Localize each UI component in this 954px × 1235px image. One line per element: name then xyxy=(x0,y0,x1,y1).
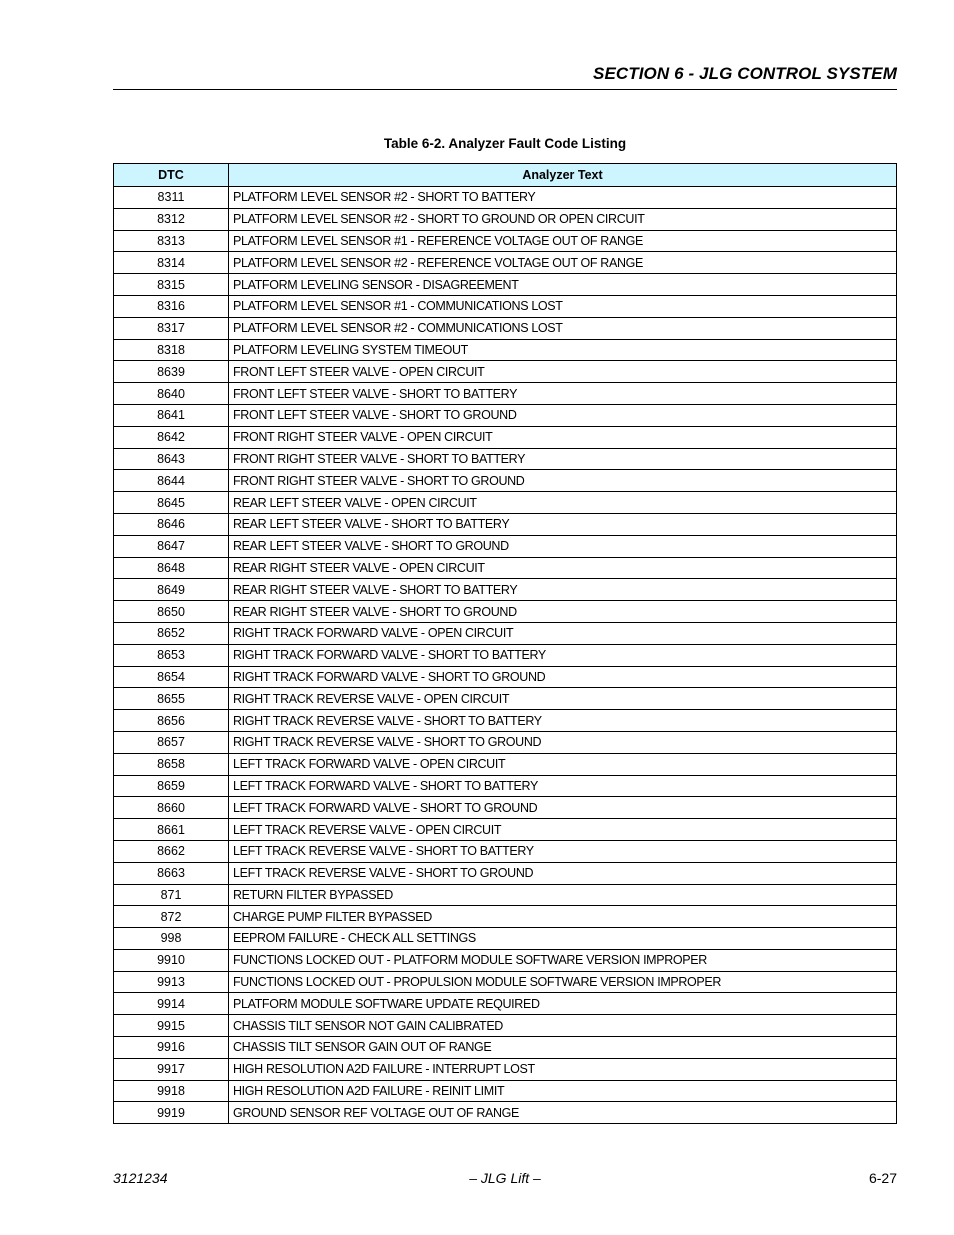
header-rule xyxy=(113,89,897,90)
table-row xyxy=(114,295,897,317)
dtc-cell: 8653 xyxy=(114,644,229,666)
dtc-cell: 8661 xyxy=(114,819,229,841)
analyzer-text-cell: LEFT TRACK FORWARD VALVE - SHORT TO BATTERY xyxy=(229,775,897,797)
dtc-cell: 8655 xyxy=(114,688,229,710)
dtc-cell: 8312 xyxy=(114,208,229,230)
table-body xyxy=(114,187,897,1124)
dtc-cell: 9915 xyxy=(114,1015,229,1037)
dtc-cell: 8659 xyxy=(114,775,229,797)
dtc-cell: 8654 xyxy=(114,666,229,688)
analyzer-text-cell: HIGH RESOLUTION A2D FAILURE - REINIT LIMIT xyxy=(229,1080,897,1102)
table-row xyxy=(114,208,897,230)
table-row xyxy=(114,971,897,993)
column-header-analyzer-text: Analyzer Text xyxy=(229,164,897,187)
analyzer-text-cell: RIGHT TRACK REVERSE VALVE - SHORT TO GROUND xyxy=(229,731,897,753)
table-caption: Table 6-2. Analyzer Fault Code Listing xyxy=(383,136,627,151)
analyzer-text-cell: PLATFORM LEVEL SENSOR #2 - SHORT TO GROUND OR OPEN CIRCUIT xyxy=(229,208,897,230)
table-row xyxy=(114,949,897,971)
dtc-cell: 8648 xyxy=(114,557,229,579)
table-row xyxy=(114,731,897,753)
analyzer-text-cell: FUNCTIONS LOCKED OUT - PROPULSION MODULE SOFTWARE VERSION IMPROPER xyxy=(229,971,897,993)
analyzer-text-cell: PLATFORM LEVEL SENSOR #1 - REFERENCE VOLTAGE OUT OF RANGE xyxy=(229,230,897,252)
analyzer-text-cell: LEFT TRACK FORWARD VALVE - OPEN CIRCUIT xyxy=(229,753,897,775)
table-row xyxy=(114,274,897,296)
dtc-cell: 8641 xyxy=(114,404,229,426)
analyzer-text-cell: PLATFORM LEVEL SENSOR #2 - COMMUNICATIONS LOST xyxy=(229,317,897,339)
table-row xyxy=(114,622,897,644)
column-header-dtc: DTC xyxy=(114,164,229,187)
dtc-cell: 8652 xyxy=(114,622,229,644)
table-row xyxy=(114,317,897,339)
analyzer-text-cell: LEFT TRACK FORWARD VALVE - SHORT TO GROUND xyxy=(229,797,897,819)
table-row xyxy=(114,448,897,470)
table-row xyxy=(114,1058,897,1080)
dtc-cell: 8313 xyxy=(114,230,229,252)
analyzer-text-cell: FRONT RIGHT STEER VALVE - SHORT TO GROUND xyxy=(229,470,897,492)
table-row xyxy=(114,819,897,841)
dtc-cell: 8647 xyxy=(114,535,229,557)
table-row xyxy=(114,710,897,732)
table-row xyxy=(114,753,897,775)
dtc-cell: 9913 xyxy=(114,971,229,993)
table-row xyxy=(114,557,897,579)
dtc-cell: 8660 xyxy=(114,797,229,819)
analyzer-text-cell: PLATFORM LEVEL SENSOR #2 - SHORT TO BATTERY xyxy=(229,187,897,209)
analyzer-text-cell: PLATFORM LEVEL SENSOR #2 - REFERENCE VOLTAGE OUT OF RANGE xyxy=(229,252,897,274)
dtc-cell: 9910 xyxy=(114,949,229,971)
table-row xyxy=(114,470,897,492)
dtc-cell: 8314 xyxy=(114,252,229,274)
dtc-cell: 8640 xyxy=(114,383,229,405)
dtc-cell: 871 xyxy=(114,884,229,906)
analyzer-text-cell: FRONT LEFT STEER VALVE - SHORT TO BATTERY xyxy=(229,383,897,405)
page-number: 6-27 xyxy=(868,1170,897,1186)
analyzer-text-cell: HIGH RESOLUTION A2D FAILURE - INTERRUPT LOST xyxy=(229,1058,897,1080)
dtc-cell: 8658 xyxy=(114,753,229,775)
table-row xyxy=(114,1102,897,1124)
analyzer-text-cell: CHARGE PUMP FILTER BYPASSED xyxy=(229,906,897,928)
table-row xyxy=(114,361,897,383)
dtc-cell: 8317 xyxy=(114,317,229,339)
dtc-cell: 8643 xyxy=(114,448,229,470)
analyzer-text-cell: LEFT TRACK REVERSE VALVE - SHORT TO BATTERY xyxy=(229,840,897,862)
section-title: SECTION 6 - JLG CONTROL SYSTEM xyxy=(593,64,897,83)
dtc-cell: 8650 xyxy=(114,601,229,623)
table-header-row xyxy=(114,164,897,187)
dtc-cell: 8649 xyxy=(114,579,229,601)
dtc-cell: 8642 xyxy=(114,426,229,448)
dtc-cell: 8316 xyxy=(114,295,229,317)
dtc-cell: 8311 xyxy=(114,187,229,209)
analyzer-text-cell: RIGHT TRACK FORWARD VALVE - OPEN CIRCUIT xyxy=(229,622,897,644)
table-row xyxy=(114,666,897,688)
analyzer-text-cell: LEFT TRACK REVERSE VALVE - OPEN CIRCUIT xyxy=(229,819,897,841)
table-row xyxy=(114,383,897,405)
footer-brand: – JLG Lift – xyxy=(469,1170,541,1186)
analyzer-text-cell: RIGHT TRACK FORWARD VALVE - SHORT TO GROUND xyxy=(229,666,897,688)
table-row xyxy=(114,906,897,928)
table-row xyxy=(114,928,897,950)
table-row xyxy=(114,339,897,361)
analyzer-text-cell: REAR LEFT STEER VALVE - SHORT TO GROUND xyxy=(229,535,897,557)
analyzer-text-cell: PLATFORM MODULE SOFTWARE UPDATE REQUIRED xyxy=(229,993,897,1015)
analyzer-text-cell: PLATFORM LEVEL SENSOR #1 - COMMUNICATIONS LOST xyxy=(229,295,897,317)
fault-code-table xyxy=(113,163,897,1124)
analyzer-text-cell: RIGHT TRACK FORWARD VALVE - SHORT TO BATTERY xyxy=(229,644,897,666)
table-row xyxy=(114,535,897,557)
table-row xyxy=(114,1037,897,1059)
dtc-cell: 8318 xyxy=(114,339,229,361)
analyzer-text-cell: RETURN FILTER BYPASSED xyxy=(229,884,897,906)
table-row xyxy=(114,492,897,514)
analyzer-text-cell: FUNCTIONS LOCKED OUT - PLATFORM MODULE SOFTWARE VERSION IMPROPER xyxy=(229,949,897,971)
table-row xyxy=(114,579,897,601)
analyzer-text-cell: REAR LEFT STEER VALVE - SHORT TO BATTERY xyxy=(229,513,897,535)
dtc-cell: 8644 xyxy=(114,470,229,492)
document-number: 3121234 xyxy=(113,1170,168,1186)
dtc-cell: 8646 xyxy=(114,513,229,535)
dtc-cell: 872 xyxy=(114,906,229,928)
dtc-cell: 8657 xyxy=(114,731,229,753)
dtc-cell: 8663 xyxy=(114,862,229,884)
table-row xyxy=(114,426,897,448)
analyzer-text-cell: PLATFORM LEVELING SENSOR - DISAGREEMENT xyxy=(229,274,897,296)
analyzer-text-cell: CHASSIS TILT SENSOR GAIN OUT OF RANGE xyxy=(229,1037,897,1059)
analyzer-text-cell: PLATFORM LEVELING SYSTEM TIMEOUT xyxy=(229,339,897,361)
analyzer-text-cell: LEFT TRACK REVERSE VALVE - SHORT TO GROUND xyxy=(229,862,897,884)
table-row xyxy=(114,688,897,710)
analyzer-text-cell: FRONT LEFT STEER VALVE - SHORT TO GROUND xyxy=(229,404,897,426)
analyzer-text-cell: REAR RIGHT STEER VALVE - SHORT TO GROUND xyxy=(229,601,897,623)
dtc-cell: 8315 xyxy=(114,274,229,296)
analyzer-text-cell: RIGHT TRACK REVERSE VALVE - SHORT TO BATTERY xyxy=(229,710,897,732)
dtc-cell: 8639 xyxy=(114,361,229,383)
analyzer-text-cell: FRONT RIGHT STEER VALVE - SHORT TO BATTERY xyxy=(229,448,897,470)
dtc-cell: 8662 xyxy=(114,840,229,862)
table-row xyxy=(114,187,897,209)
dtc-cell: 9919 xyxy=(114,1102,229,1124)
table-row xyxy=(114,797,897,819)
table-row xyxy=(114,644,897,666)
table-row xyxy=(114,1015,897,1037)
analyzer-text-cell: FRONT RIGHT STEER VALVE - OPEN CIRCUIT xyxy=(229,426,897,448)
dtc-cell: 8656 xyxy=(114,710,229,732)
dtc-cell: 998 xyxy=(114,928,229,950)
dtc-cell: 9918 xyxy=(114,1080,229,1102)
table-row xyxy=(114,404,897,426)
dtc-cell: 8645 xyxy=(114,492,229,514)
table-row xyxy=(114,601,897,623)
dtc-cell: 9917 xyxy=(114,1058,229,1080)
table-row xyxy=(114,513,897,535)
analyzer-text-cell: EEPROM FAILURE - CHECK ALL SETTINGS xyxy=(229,928,897,950)
table-row xyxy=(114,993,897,1015)
analyzer-text-cell: REAR LEFT STEER VALVE - OPEN CIRCUIT xyxy=(229,492,897,514)
analyzer-text-cell: REAR RIGHT STEER VALVE - SHORT TO BATTERY xyxy=(229,579,897,601)
analyzer-text-cell: RIGHT TRACK REVERSE VALVE - OPEN CIRCUIT xyxy=(229,688,897,710)
analyzer-text-cell: CHASSIS TILT SENSOR NOT GAIN CALIBRATED xyxy=(229,1015,897,1037)
analyzer-text-cell: REAR RIGHT STEER VALVE - OPEN CIRCUIT xyxy=(229,557,897,579)
table-row xyxy=(114,252,897,274)
analyzer-text-cell: FRONT LEFT STEER VALVE - OPEN CIRCUIT xyxy=(229,361,897,383)
dtc-cell: 9914 xyxy=(114,993,229,1015)
dtc-cell: 9916 xyxy=(114,1037,229,1059)
table-row xyxy=(114,862,897,884)
table-row xyxy=(114,1080,897,1102)
table-row xyxy=(114,230,897,252)
table-row xyxy=(114,775,897,797)
analyzer-text-cell: GROUND SENSOR REF VOLTAGE OUT OF RANGE xyxy=(229,1102,897,1124)
table-row xyxy=(114,884,897,906)
table-row xyxy=(114,840,897,862)
